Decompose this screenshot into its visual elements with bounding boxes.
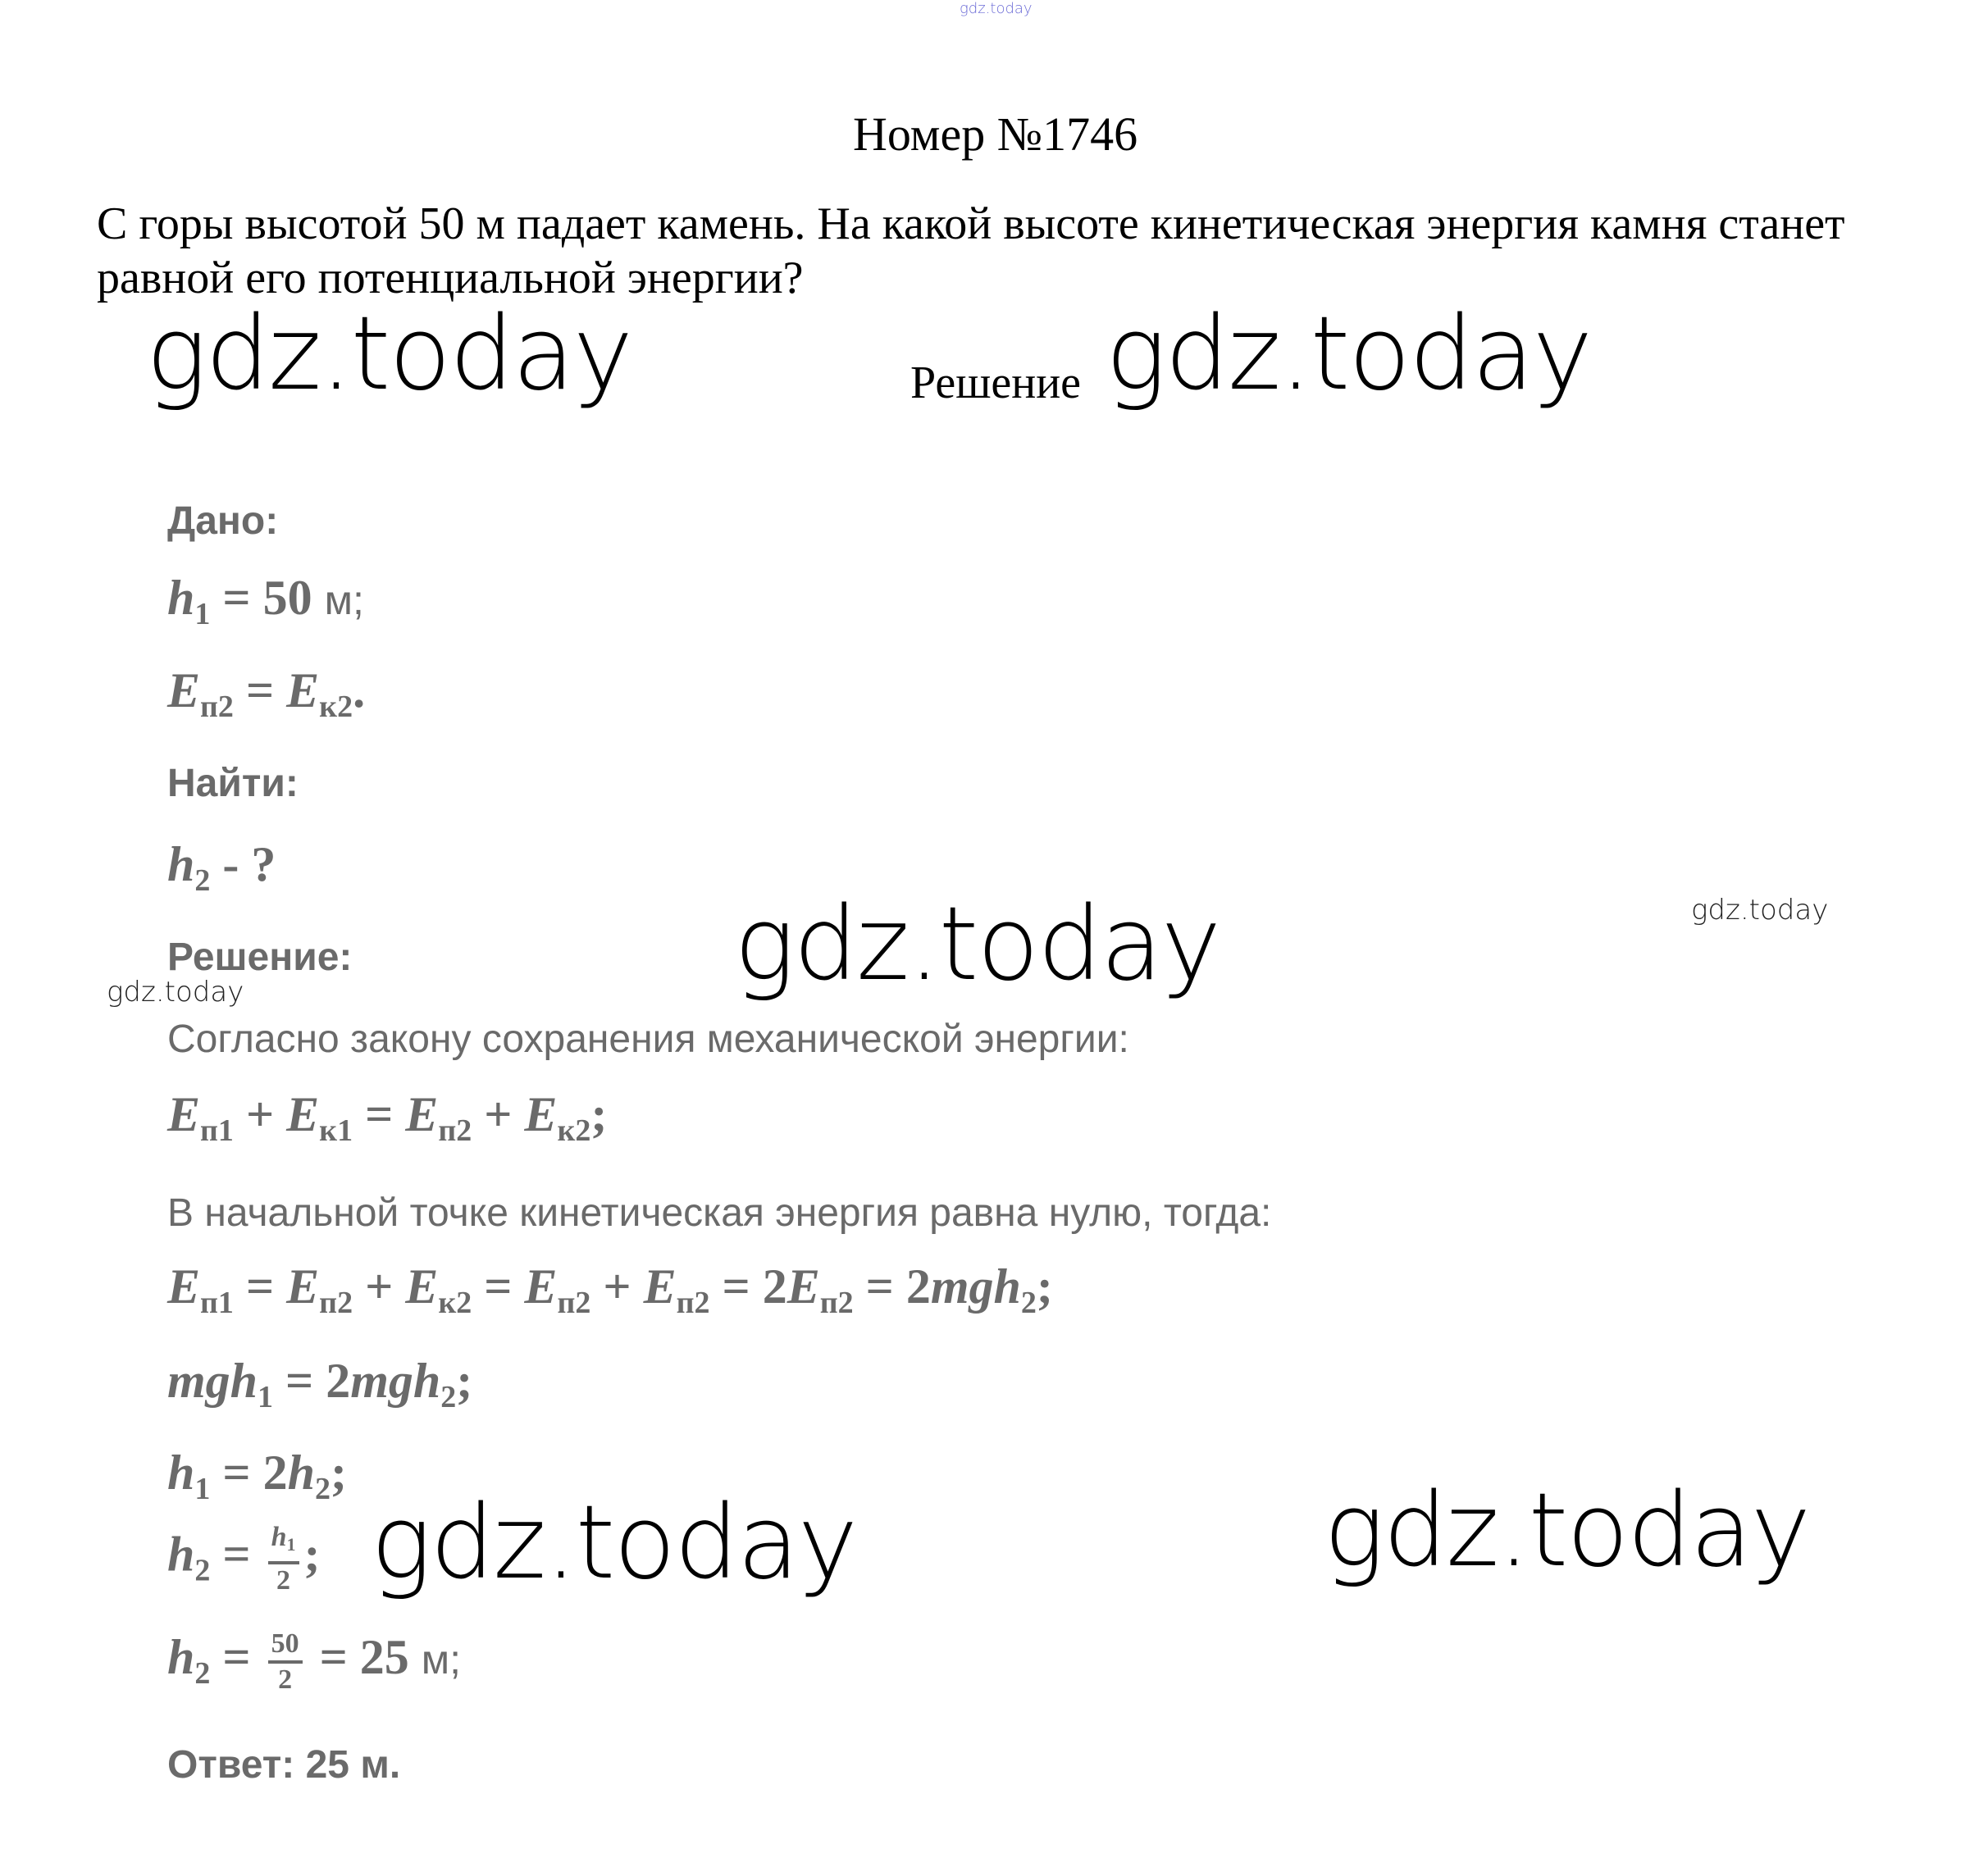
find-label: Найти: [167, 762, 299, 805]
solution-label: Решение: [167, 936, 353, 979]
eq-h2-frac: $h_2$ = $\frac{h_1}{2}$ ; [167, 1522, 321, 1596]
answer: Ответ: 25 м. [167, 1743, 401, 1787]
eq-conservation: $E_{п1} + E_{к1} = E_{п2} + E_{к2}$; [167, 1087, 608, 1148]
eq-h2-value: $h_2$ = $\frac{50}{2}$ = 25 м; [167, 1628, 462, 1695]
initial-text: В начальной точке кинетическая энергия равна нулю, тогда: [167, 1191, 1272, 1235]
watermark-small-right: gdz.today [1691, 894, 1829, 927]
law-text: Согласно закону сохранения механической энергии: [167, 1018, 1129, 1061]
eq-mgh: mgh$_1$ = 2mgh$_2$; [167, 1354, 473, 1414]
eq-h1: $h_1 = 2h_2$; [167, 1446, 347, 1506]
problem-statement: С горы высотой 50 м падает камень. На какой высоте кинетическая энергия камня станет равной его потенциальной энергии? [97, 198, 1845, 303]
solution-heading: Решение [910, 357, 1082, 408]
given-h1: $h_1 = 50$ м; [167, 571, 364, 631]
given-label: Дано: [167, 499, 279, 543]
page-title: Номер №1746 [853, 107, 1138, 161]
eq-chain: $E_{п1} = E_{п2} + E_{к2} = E_{п2} + E_{п2} = 2E_{п2} = 2mgh_2$; [167, 1259, 1053, 1320]
watermark-5: gdz.today [1324, 1472, 1810, 1590]
watermark-1: gdz.today [146, 295, 632, 413]
watermark-small-left: gdz.today [107, 976, 244, 1009]
watermark-top: gdz.today [960, 0, 1033, 17]
watermark-2: gdz.today [1106, 295, 1592, 413]
find-h2: $h_2$ - ? [167, 837, 276, 898]
watermark-4: gdz.today [371, 1484, 857, 1602]
given-energy: $E_{п2} = E_{к2}$. [167, 663, 366, 724]
watermark-3: gdz.today [734, 886, 1220, 1004]
